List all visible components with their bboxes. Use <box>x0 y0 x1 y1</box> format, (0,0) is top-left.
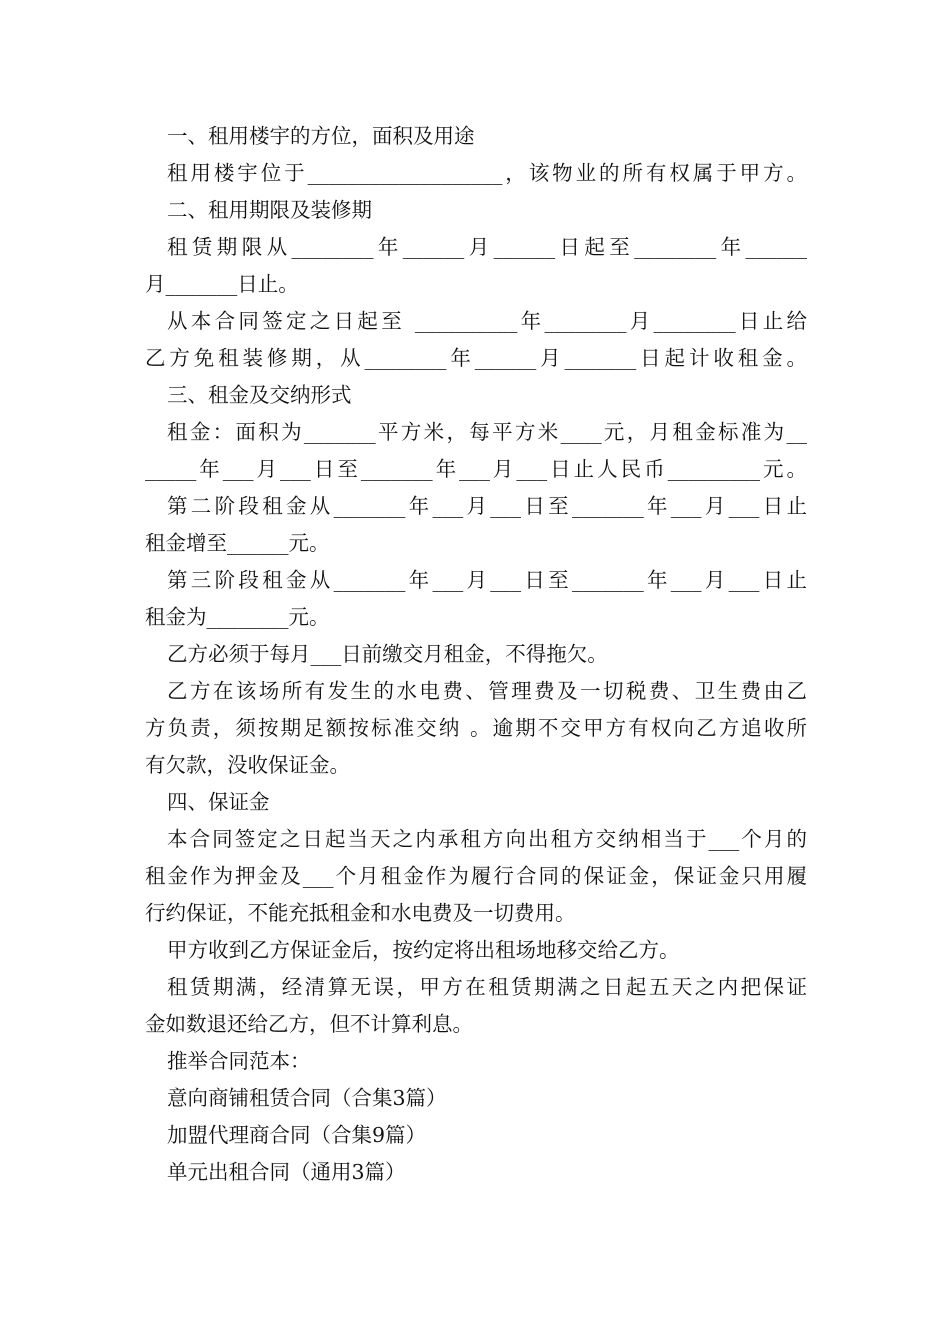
text-line: 第三阶段租金从_______年___月___日至_______年___月___日止 <box>167 568 807 592</box>
document-page <box>145 118 807 1191</box>
text-line: 第二阶段租金从_______年___月___日至_______年___月___日止 <box>167 494 807 518</box>
text-line: 加盟代理商合同（合集9篇） <box>167 1123 427 1147</box>
text-line: 租金作为押金及___个月租金作为履行合同的保证金，保证金只用履 <box>145 864 807 888</box>
text-line: 租用楼宇位于___________________，该物业的所有权属于甲方。 <box>167 161 807 185</box>
text-line: 金如数退还给乙方，但不计算利息。 <box>145 1012 473 1036</box>
text-line: 三、租金及交纳形式 <box>167 383 352 407</box>
text-line: 推举合同范本： <box>167 1049 311 1073</box>
text-line: 乙方免租装修期，从________年______月_______日起计收租金。 <box>145 346 807 370</box>
text-line: 有欠款，没收保证金。 <box>145 753 350 777</box>
text-line: 租金增至______元。 <box>145 531 330 555</box>
text-line: 行约保证，不能充抵租金和水电费及一切费用。 <box>145 901 576 925</box>
text-line: 本合同签定之日起当天之内承租方向出租方交纳相当于___个月的 <box>167 827 807 851</box>
text-line: 租赁期满，经清算无误，甲方在租赁期满之日起五天之内把保证 <box>167 975 807 999</box>
text-line: 甲方收到乙方保证金后，按约定将出租场地移交给乙方。 <box>167 938 680 962</box>
text-line: 从本合同签定之日起至 __________年________月________日止给 <box>167 309 807 333</box>
text-line: 租金：面积为_______平方米，每平方米____元，月租金标准为__ <box>167 420 807 444</box>
text-line: _____年___月___日至_______年___月___日止人民币_________元。 <box>145 457 807 481</box>
text-line: 租金为________元。 <box>145 605 330 629</box>
text-line: 二、租用期限及装修期 <box>167 198 372 222</box>
text-line: 一、租用楼宇的方位，面积及用途 <box>167 124 475 148</box>
text-line: 乙方必须于每月___日前缴交月租金，不得拖欠。 <box>167 642 608 666</box>
text-line: 月_______日止。 <box>145 272 299 296</box>
text-line: 方负责，须按期足额按标准交纳 。逾期不交甲方有权向乙方追收所 <box>145 716 807 740</box>
text-line: 四、保证金 <box>167 790 270 814</box>
text-line: 意向商铺租赁合同（合集3篇） <box>167 1086 447 1110</box>
text-line: 租赁期限从________年______月______日起至________年______ <box>167 235 807 259</box>
text-line: 乙方在该场所有发生的水电费、管理费及一切税费、卫生费由乙 <box>167 679 807 703</box>
text-line: 单元出租合同（通用3篇） <box>167 1160 406 1184</box>
